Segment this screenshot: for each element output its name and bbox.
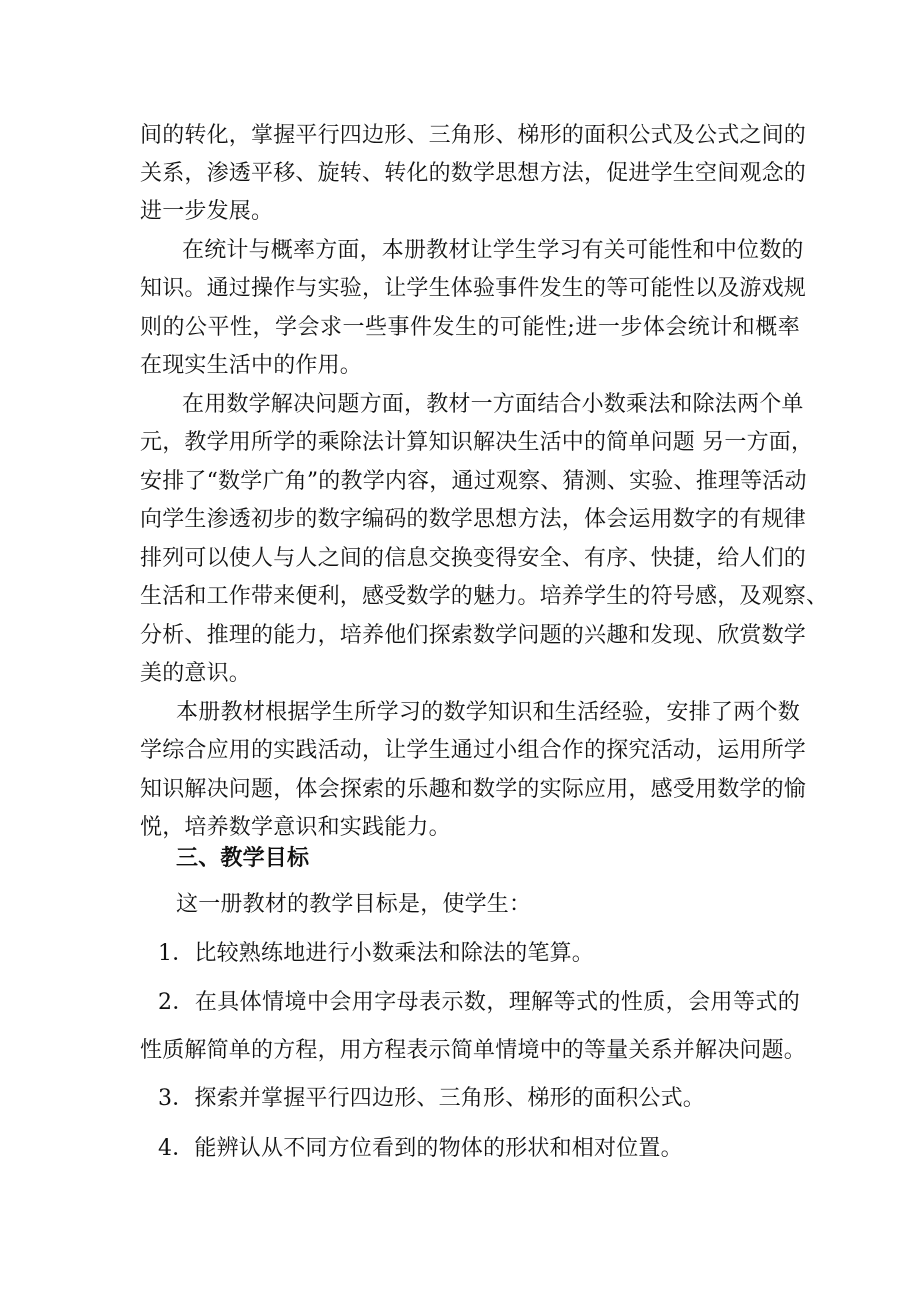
list-item: 3．探索并掌握平行四边形、三角形、梯形的面积公式。 xyxy=(158,1086,705,1111)
text-line: 生活和工作带来便利，感受数学的魅力。培养学生的符号感，及观察、 xyxy=(140,584,829,609)
text-line: 元，教学用所学的乘除法计算知识解决生活中的简单问题 另一方面， xyxy=(140,430,814,455)
text-line: 向学生渗透初步的数字编码的数学思想方法，体会运用数字的有规律 xyxy=(140,507,807,532)
text-line: 学综合应用的实践活动，让学生通过小组合作的探究活动，运用所学 xyxy=(140,738,807,763)
text-line: 知识解决问题，体会探索的乐趣和数学的实际应用，感受用数学的愉 xyxy=(140,777,807,802)
text-line: 分析、推理的能力，培养他们探索数学问题的兴趣和发现、欣赏数学 xyxy=(140,623,807,648)
text-line: 间的转化，掌握平行四边形、三角形、梯形的面积公式及公式之间的 xyxy=(140,123,807,148)
list-item: 4．能辨认从不同方位看到的物体的形状和相对位置。 xyxy=(158,1136,683,1161)
text-line: 在现实生活中的作用。 xyxy=(140,353,363,378)
text-line: 进一步发展。 xyxy=(140,199,274,224)
text-line: 在用数学解决问题方面，教材一方面结合小数乘法和除法两个单 xyxy=(182,392,804,417)
list-item: 2．在具体情境中会用字母表示数，理解等式的性质，会用等式的 xyxy=(158,990,800,1015)
text-line: 美的意识。 xyxy=(140,661,252,686)
section-heading: 三、教学目标 xyxy=(176,846,310,871)
text-line: 这一册教材的教学目标是，使学生： xyxy=(176,892,532,917)
text-line: 关系，渗透平移、旋转、转化的数学思想方法，促进学生空间观念的 xyxy=(140,161,807,186)
text-line: 排列可以使人与人之间的信息交换变得安全、有序、快捷，给人们的 xyxy=(140,546,807,571)
text-line: 安排了“数学广角”的教学内容，通过观察、猜测、实验、推理等活动 xyxy=(140,469,807,494)
text-line: 本册教材根据学生所学习的数学知识和生活经验，安排了两个数 xyxy=(176,700,800,725)
text-line: 则的公平性，学会求一些事件发生的可能性;进一步体会统计和概率 xyxy=(140,315,800,340)
text-line: 性质解简单的方程，用方程表示简单情境中的等量关系并解决问题。 xyxy=(140,1038,807,1063)
text-line: 悦，培养数学意识和实践能力。 xyxy=(140,815,451,840)
text-line: 在统计与概率方面，本册教材让学生学习有关可能性和中位数的 xyxy=(182,238,804,263)
list-item: 1．比较熟练地进行小数乘法和除法的笔算。 xyxy=(158,941,594,966)
text-line: 知识。通过操作与实验，让学生体验事件发生的等可能性以及游戏规 xyxy=(140,276,807,301)
